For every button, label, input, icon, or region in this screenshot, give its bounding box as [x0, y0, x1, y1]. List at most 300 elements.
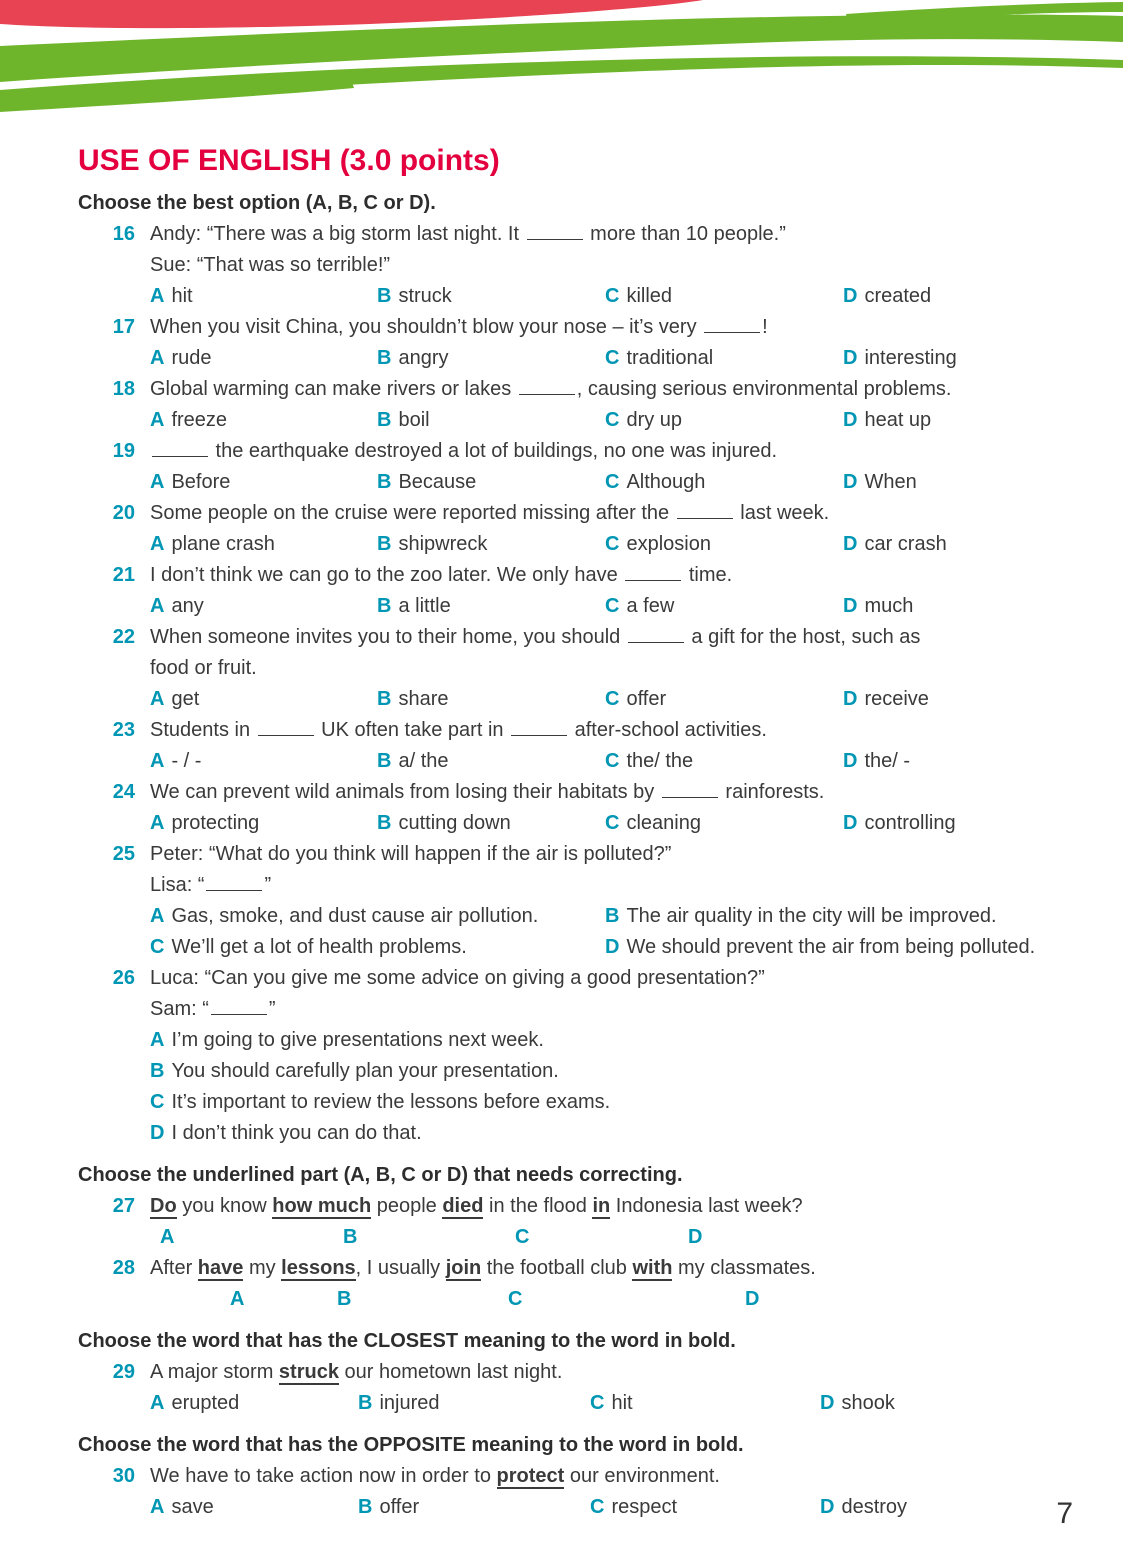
option-text: respect: [611, 1496, 678, 1518]
section: [78, 1160, 1093, 1315]
text-segment: Students in: [150, 719, 256, 741]
option-text: get: [171, 688, 200, 710]
option-d[interactable]: [843, 281, 1093, 312]
option-text: car crash: [864, 533, 947, 555]
option-c[interactable]: [605, 684, 843, 715]
text-segment: our environment.: [564, 1465, 720, 1487]
options: [150, 529, 1093, 560]
option-letter: B: [377, 533, 392, 555]
option-c[interactable]: [590, 1492, 820, 1523]
text-segment: Luca: “Can you give me some advice on giving a good presentation?”: [150, 967, 765, 989]
option-text: save: [171, 1496, 214, 1518]
option-b[interactable]: [377, 467, 605, 498]
option-letter: B: [343, 1226, 358, 1248]
section-instruction: Choose the underlined part (A, B, C or D) that needs correcting.: [78, 1164, 683, 1186]
options: [150, 1492, 1093, 1523]
option-letter: A: [150, 285, 165, 307]
option-letter: B: [377, 812, 392, 834]
option-text: a/ the: [398, 750, 449, 772]
option-c[interactable]: [605, 467, 843, 498]
option-letter: D: [843, 533, 858, 555]
text-segment: Lisa: “: [150, 874, 205, 896]
option-text: plane crash: [171, 533, 275, 555]
text-segment: Global warming can make rivers or lakes: [150, 378, 517, 400]
option-letter: B: [377, 688, 392, 710]
options: [150, 901, 1093, 963]
option-text: angry: [398, 347, 449, 369]
options: [150, 405, 1093, 436]
text-segment: After: [150, 1257, 198, 1279]
option-c[interactable]: [590, 1388, 820, 1419]
option-a[interactable]: [150, 343, 377, 374]
option-c[interactable]: [150, 932, 605, 963]
option-d[interactable]: [843, 405, 1093, 436]
page-number: 7: [1056, 1497, 1073, 1530]
option-letter: C: [605, 471, 620, 493]
option-letter: B: [377, 409, 392, 431]
question: [78, 312, 1093, 374]
question-body: [135, 498, 1093, 560]
option-letter: C: [590, 1496, 605, 1518]
text-segment: Sue: “That was so terrible!”: [150, 254, 391, 276]
option-d[interactable]: [605, 932, 1093, 963]
options: [150, 1284, 1093, 1315]
question-body: [135, 312, 1093, 374]
option-text: boil: [398, 409, 430, 431]
option-d[interactable]: [843, 343, 1093, 374]
option-text: The air quality in the city will be improved.: [626, 905, 997, 927]
question-number: 29: [112, 1361, 135, 1383]
option-c[interactable]: [605, 405, 843, 436]
question-text-line: [150, 1461, 1093, 1492]
option-a[interactable]: [150, 591, 377, 622]
question-body: [135, 963, 1093, 1149]
question-body: [135, 436, 1093, 498]
option-letter: C: [605, 409, 620, 431]
option-letter: A: [150, 347, 165, 369]
answer-blank[interactable]: [625, 568, 681, 581]
question: [78, 777, 1093, 839]
option-d[interactable]: [843, 684, 1093, 715]
underlined-word: with: [632, 1257, 673, 1279]
options: [150, 746, 1093, 777]
option-d[interactable]: [843, 808, 1093, 839]
option-letter: D: [605, 936, 620, 958]
option-b[interactable]: [377, 281, 605, 312]
option-letter: B: [605, 905, 620, 927]
question-text-line: [150, 963, 1093, 994]
option-c[interactable]: [605, 746, 843, 777]
section: [78, 1430, 1093, 1523]
answer-blank[interactable]: [206, 878, 262, 891]
text-segment: our hometown last night.: [338, 1361, 563, 1383]
text-segment: rainforests.: [719, 781, 825, 803]
option-letter: B: [377, 471, 392, 493]
option-d[interactable]: [688, 1222, 709, 1253]
question-text-line: [150, 374, 1093, 405]
text-segment: food or fruit.: [150, 657, 257, 679]
text-segment: more than 10 people.”: [584, 223, 786, 245]
question: [78, 498, 1093, 560]
option-b[interactable]: [605, 901, 1093, 932]
option-c[interactable]: [515, 1222, 536, 1253]
text-segment: last week.: [734, 502, 830, 524]
option-letter: A: [150, 595, 165, 617]
option-text: erupted: [171, 1392, 240, 1414]
answer-blank[interactable]: [511, 723, 567, 736]
option-a[interactable]: [150, 1492, 358, 1523]
option-a[interactable]: [160, 1222, 181, 1253]
text-segment: Peter: “What do you think will happen if the air is polluted?”: [150, 843, 672, 865]
option-text: shipwreck: [398, 533, 488, 555]
question-number: 28: [112, 1257, 135, 1279]
option-c[interactable]: [605, 529, 843, 560]
question-number: 21: [112, 564, 135, 586]
option-a[interactable]: [150, 684, 377, 715]
option-d[interactable]: [150, 1118, 1093, 1149]
option-text: injured: [379, 1392, 440, 1414]
text-segment: a gift for the host, such as: [685, 626, 921, 648]
option-letter: C: [605, 595, 620, 617]
options: [150, 1222, 1093, 1253]
question-body: [135, 560, 1093, 622]
option-text: - / -: [171, 750, 202, 772]
question: [78, 622, 1093, 715]
option-letter: D: [843, 409, 858, 431]
option-c[interactable]: [605, 808, 843, 839]
option-letter: A: [150, 905, 165, 927]
option-letter: A: [150, 750, 165, 772]
question-text-line: [150, 839, 1093, 870]
option-letter: B: [358, 1496, 373, 1518]
underlined-word: Do: [150, 1195, 177, 1217]
option-text: Because: [398, 471, 477, 493]
options: [150, 684, 1093, 715]
underlined-word: join: [445, 1257, 482, 1279]
text-segment: my classmates.: [672, 1257, 816, 1279]
answer-blank[interactable]: [662, 785, 718, 798]
option-a[interactable]: [150, 746, 377, 777]
question-number: 26: [112, 967, 135, 989]
option-letter: A: [150, 1496, 165, 1518]
options: [150, 281, 1093, 312]
option-text: rude: [171, 347, 212, 369]
question-number: 27: [112, 1195, 135, 1217]
text-segment: I don’t think we can go to the zoo later. We only have: [150, 564, 624, 586]
option-letter: A: [160, 1226, 175, 1248]
question: [78, 560, 1093, 622]
option-text: freeze: [171, 409, 228, 431]
option-b[interactable]: [377, 529, 605, 560]
option-b[interactable]: [377, 808, 605, 839]
question-number: 16: [112, 223, 135, 245]
option-d[interactable]: [745, 1284, 766, 1315]
option-letter: C: [150, 1091, 165, 1113]
question-number: 24: [112, 781, 135, 803]
text-segment: , I usually: [355, 1257, 446, 1279]
option-letter: D: [843, 688, 858, 710]
text-segment: ”: [268, 998, 276, 1020]
option-text: cleaning: [626, 812, 701, 834]
option-a[interactable]: [150, 529, 377, 560]
option-b[interactable]: [377, 405, 605, 436]
text-segment: Some people on the cruise were reported missing after the: [150, 502, 675, 524]
question-body: [135, 219, 1093, 312]
option-letter: D: [688, 1226, 703, 1248]
question-text-line: [150, 312, 1093, 343]
option-letter: B: [358, 1392, 373, 1414]
option-b[interactable]: [377, 343, 605, 374]
option-letter: D: [150, 1122, 165, 1144]
option-letter: C: [515, 1226, 530, 1248]
question-body: [135, 374, 1093, 436]
question-body: [135, 1461, 1093, 1523]
option-text: created: [864, 285, 932, 307]
question: [78, 374, 1093, 436]
answer-blank[interactable]: [152, 444, 208, 457]
option-letter: C: [605, 812, 620, 834]
option-d[interactable]: [843, 467, 1093, 498]
option-letter: D: [820, 1392, 835, 1414]
question-text-line: [150, 560, 1093, 591]
option-b[interactable]: [377, 684, 605, 715]
text-segment: A major storm: [150, 1361, 279, 1383]
option-b[interactable]: [337, 1284, 358, 1315]
question-number: 22: [112, 626, 135, 648]
question-text-line: [150, 715, 1093, 746]
option-text: Gas, smoke, and dust cause air pollution.: [171, 905, 539, 927]
option-text: a little: [398, 595, 451, 617]
option-text: It’s important to review the lessons before exams.: [171, 1091, 611, 1113]
option-b[interactable]: [358, 1492, 590, 1523]
underlined-word: died: [442, 1195, 484, 1217]
question-body: [135, 622, 1093, 715]
question-text-line: [150, 219, 1093, 250]
option-letter: D: [843, 595, 858, 617]
text-segment: in the flood: [483, 1195, 593, 1217]
option-letter: D: [843, 812, 858, 834]
option-text: interesting: [864, 347, 957, 369]
option-text: heat up: [864, 409, 932, 431]
option-letter: B: [377, 595, 392, 617]
option-text: the/ the: [626, 750, 694, 772]
option-c[interactable]: [605, 281, 843, 312]
option-text: dry up: [626, 409, 683, 431]
question-text-line: [150, 653, 1093, 684]
text-segment: the earthquake destroyed a lot of buildings, no one was injured.: [210, 440, 778, 462]
content: [0, 118, 1123, 1523]
option-a[interactable]: [150, 467, 377, 498]
option-text: We should prevent the air from being polluted.: [626, 936, 1036, 958]
option-a[interactable]: [150, 901, 605, 932]
question-body: [135, 1357, 1093, 1419]
option-letter: D: [843, 285, 858, 307]
option-letter: D: [745, 1288, 760, 1310]
option-text: shook: [841, 1392, 895, 1414]
question: [78, 963, 1093, 1149]
text-segment: When someone invites you to their home, you should: [150, 626, 626, 648]
question-body: [135, 777, 1093, 839]
option-text: the/ -: [864, 750, 911, 772]
option-letter: B: [150, 1060, 165, 1082]
question-text-line: [150, 498, 1093, 529]
option-letter: C: [605, 285, 620, 307]
option-text: hit: [611, 1392, 633, 1414]
answer-blank[interactable]: [258, 723, 314, 736]
section: [78, 1326, 1093, 1419]
option-b[interactable]: [150, 1056, 1093, 1087]
question-text-line: [150, 622, 1093, 653]
option-text: share: [398, 688, 449, 710]
question: [78, 1461, 1093, 1523]
question-number: 25: [112, 843, 135, 865]
option-text: Before: [171, 471, 231, 493]
option-b[interactable]: [377, 746, 605, 777]
question-number: 23: [112, 719, 135, 741]
option-c[interactable]: [508, 1284, 529, 1315]
option-text: You should carefully plan your presentation.: [171, 1060, 559, 1082]
underlined-word: in: [592, 1195, 611, 1217]
header-art: [0, 0, 1123, 118]
option-c[interactable]: [150, 1087, 1093, 1118]
text-segment: When you visit China, you shouldn’t blow your nose – it’s very: [150, 316, 703, 338]
text-segment: my: [243, 1257, 282, 1279]
question-number: 17: [112, 316, 135, 338]
option-text: protecting: [171, 812, 260, 834]
option-d[interactable]: [820, 1388, 1093, 1419]
option-text: explosion: [626, 533, 711, 555]
options: [150, 808, 1093, 839]
option-d[interactable]: [843, 746, 1093, 777]
option-d[interactable]: [820, 1492, 1093, 1523]
question: [78, 839, 1093, 963]
option-text: When: [864, 471, 917, 493]
option-letter: C: [605, 347, 620, 369]
question-number: 20: [112, 502, 135, 524]
question-number: 30: [112, 1465, 135, 1487]
question-text-line: [150, 1253, 1093, 1284]
option-d[interactable]: [843, 591, 1093, 622]
options: [150, 467, 1093, 498]
question-text-line: [150, 250, 1093, 281]
option-letter: B: [377, 750, 392, 772]
text-segment: time.: [683, 564, 733, 586]
option-text: hit: [171, 285, 193, 307]
underlined-word: struck: [278, 1361, 339, 1383]
options: [150, 591, 1093, 622]
question-text-line: [150, 1191, 1093, 1222]
answer-blank[interactable]: [628, 630, 684, 643]
option-a[interactable]: [230, 1284, 251, 1315]
option-a[interactable]: [150, 1025, 1093, 1056]
option-text: offer: [626, 688, 667, 710]
option-text: any: [171, 595, 204, 617]
option-a[interactable]: [150, 1388, 358, 1419]
text-segment: Indonesia last week?: [610, 1195, 803, 1217]
question: [78, 1253, 1093, 1315]
option-letter: A: [150, 812, 165, 834]
option-text: killed: [626, 285, 673, 307]
option-letter: D: [843, 471, 858, 493]
option-letter: C: [150, 936, 165, 958]
text-segment: !: [762, 316, 768, 338]
option-letter: B: [337, 1288, 352, 1310]
question-text-line: [150, 1357, 1093, 1388]
text-segment: , causing serious environmental problems.: [576, 378, 952, 400]
option-c[interactable]: [605, 343, 843, 374]
option-letter: A: [230, 1288, 245, 1310]
option-letter: D: [820, 1496, 835, 1518]
question-body: [135, 839, 1093, 963]
option-letter: C: [508, 1288, 523, 1310]
option-letter: A: [150, 533, 165, 555]
option-c[interactable]: [605, 591, 843, 622]
option-letter: C: [605, 750, 620, 772]
option-a[interactable]: [150, 808, 377, 839]
option-text: traditional: [626, 347, 714, 369]
underlined-word: have: [197, 1257, 244, 1279]
answer-blank[interactable]: [519, 382, 575, 395]
answer-blank[interactable]: [677, 506, 733, 519]
option-text: offer: [379, 1496, 420, 1518]
option-letter: A: [150, 1392, 165, 1414]
page-title: USE OF ENGLISH (3.0 points): [78, 144, 500, 177]
option-a[interactable]: [150, 281, 377, 312]
text-segment: Sam: “: [150, 998, 209, 1020]
option-text: receive: [864, 688, 929, 710]
question: [78, 1191, 1093, 1253]
underlined-word: how much: [272, 1195, 372, 1217]
option-text: cutting down: [398, 812, 511, 834]
option-b[interactable]: [377, 591, 605, 622]
answer-blank[interactable]: [704, 320, 760, 333]
answer-blank[interactable]: [211, 1002, 267, 1015]
text-segment: We have to take action now in order to: [150, 1465, 497, 1487]
section-instruction: Choose the word that has the OPPOSITE meaning to the word in bold.: [78, 1434, 744, 1456]
question: [78, 715, 1093, 777]
section: [78, 188, 1093, 1149]
text-segment: the football club: [481, 1257, 633, 1279]
question: [78, 219, 1093, 312]
question-sections: [78, 188, 1093, 1523]
text-segment: UK often take part in: [315, 719, 510, 741]
answer-blank[interactable]: [527, 227, 583, 240]
option-text: We’ll get a lot of health problems.: [171, 936, 467, 958]
option-letter: A: [150, 409, 165, 431]
option-b[interactable]: [358, 1388, 590, 1419]
question-number: 18: [112, 378, 135, 400]
question: [78, 1357, 1093, 1419]
section-instruction: Choose the best option (A, B, C or D).: [78, 192, 436, 214]
option-letter: D: [843, 347, 858, 369]
question: [78, 436, 1093, 498]
question-body: [135, 715, 1093, 777]
option-a[interactable]: [150, 405, 377, 436]
underlined-word: lessons: [281, 1257, 356, 1279]
question-body: [135, 1191, 1093, 1253]
underlined-word: protect: [496, 1465, 565, 1487]
option-letter: B: [377, 347, 392, 369]
option-letter: D: [843, 750, 858, 772]
option-letter: A: [150, 688, 165, 710]
option-b[interactable]: [343, 1222, 364, 1253]
text-segment: you know: [176, 1195, 273, 1217]
text-segment: after-school activities.: [569, 719, 767, 741]
option-text: a few: [626, 595, 675, 617]
option-d[interactable]: [843, 529, 1093, 560]
question-text-line: [150, 870, 1093, 901]
option-text: much: [864, 595, 914, 617]
